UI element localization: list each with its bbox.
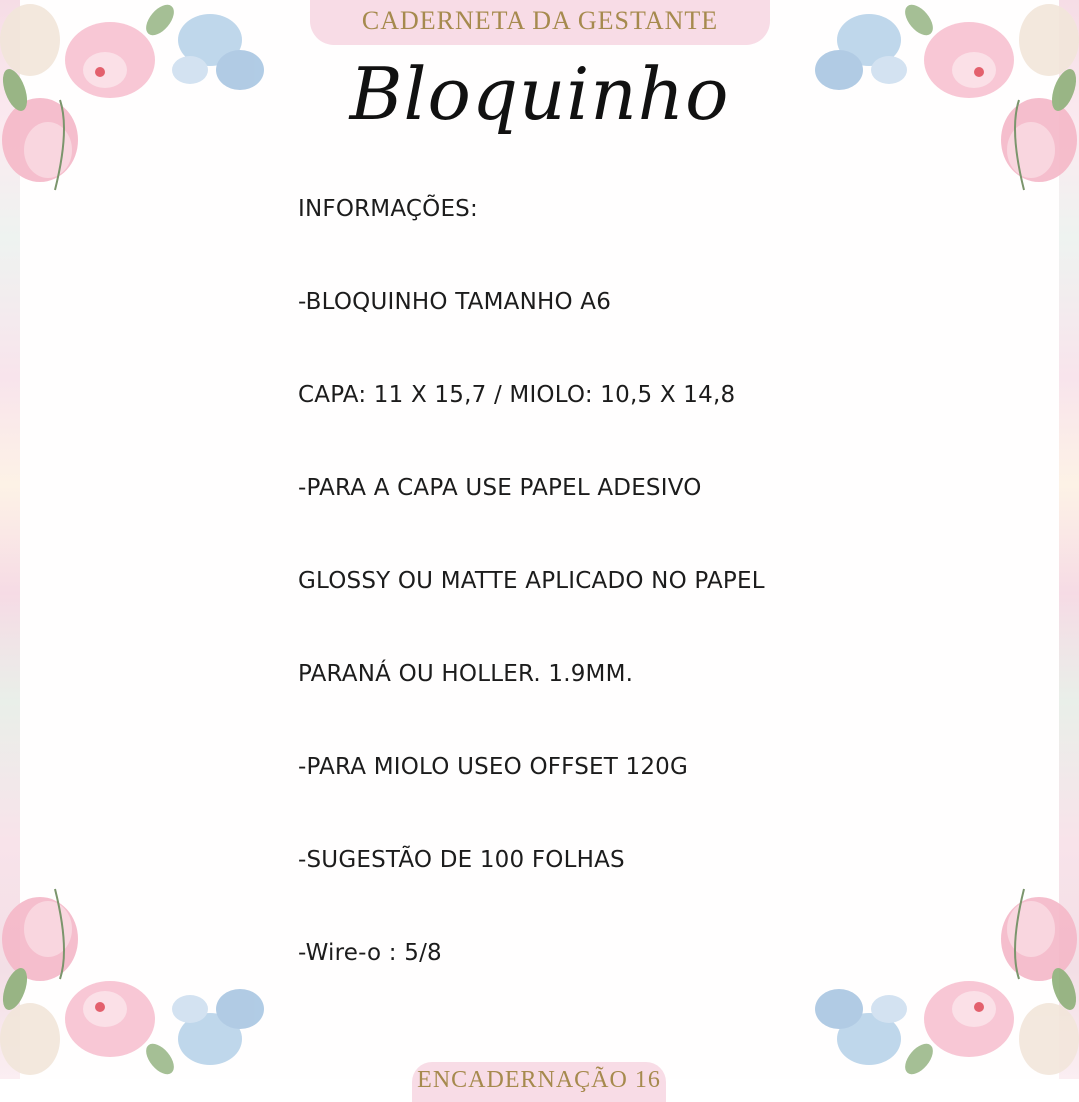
info-line: -PARA MIOLO USEO OFFSET 120G <box>298 754 689 780</box>
info-line: INFORMAÇÕES: <box>298 196 478 222</box>
info-line: GLOSSY OU MATTE APLICADO NO PAPEL <box>298 568 765 594</box>
floral-corner-bottom-right-icon <box>779 879 1079 1079</box>
footer-label: ENCADERNAÇÃO 16 <box>417 1067 661 1093</box>
page-title: Bloquinho <box>349 52 730 136</box>
footer-banner <box>412 1062 666 1102</box>
info-line: -Wire-o : 5/8 <box>298 940 442 966</box>
info-line: -BLOQUINHO TAMANHO A6 <box>298 289 612 315</box>
floral-corner-bottom-left-icon <box>0 879 300 1079</box>
header-label: CADERNETA DA GESTANTE <box>361 6 719 35</box>
info-line: CAPA: 11 X 15,7 / MIOLO: 10,5 X 14,8 <box>298 382 736 408</box>
info-line: -PARA A CAPA USE PAPEL ADESIVO <box>298 475 702 501</box>
info-line: PARANÁ OU HOLLER. 1.9MM. <box>298 661 634 687</box>
header-banner <box>310 0 770 45</box>
info-line: -SUGESTÃO DE 100 FOLHAS <box>298 847 625 873</box>
